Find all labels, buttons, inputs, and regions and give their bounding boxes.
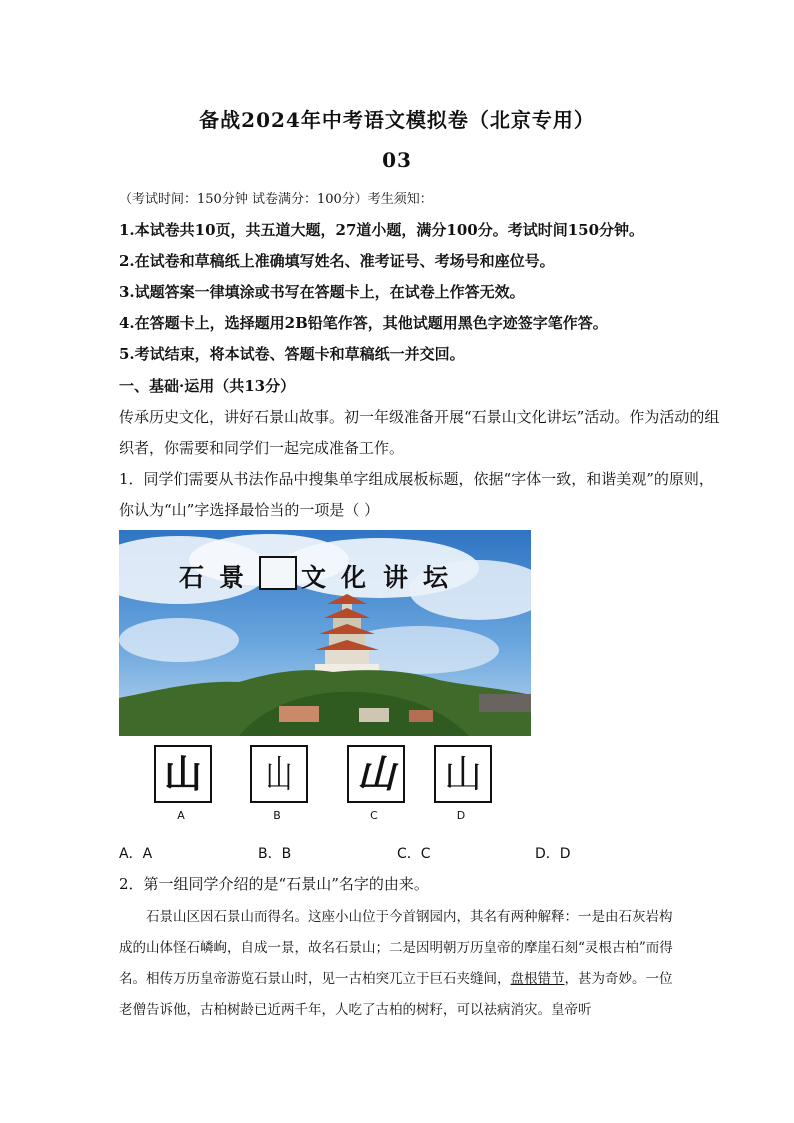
choice-a-box — [154, 745, 212, 803]
banner-char-5: 讲 — [383, 563, 410, 592]
passage-text-before: 石景山区因石景山而得名。这座小山位于今首钢园内，其名有两种解释：一是由石灰岩构成的山体怪石嶙峋，自成一景，故名石景山；二是因明朝万历皇帝的摩崖石刻“灵根古柏”而得名。相传万历皇帝游览石景山时，见一古柏突兀立于巨石夹缝间， — [119, 909, 673, 987]
choice-a-glyph: 山 — [163, 752, 202, 796]
instruction-1: 1.本试卷共10页，共五道大题，27道小题，满分100分。考试时间150分钟。 — [119, 221, 645, 239]
banner-char-3: 文 — [301, 563, 328, 592]
choice-d-caption: D — [456, 809, 466, 822]
instruction-4: 4.在答题卡上，选择题用2B铅笔作答，其他试题用黑色字迹签字笔作答。 — [119, 314, 608, 332]
passage-underlined-phrase: 盘根错节 — [510, 971, 565, 987]
section-intro-line-2: 织者，你需要和同学们一起完成准备工作。 — [119, 439, 405, 457]
section-heading: 一、基础·运用（共13分） — [119, 377, 296, 395]
banner-image — [119, 530, 531, 736]
choice-b-caption: B — [273, 809, 281, 822]
choice-c-glyph: 山 — [356, 751, 395, 796]
option-c: C．C — [397, 846, 431, 862]
instruction-2: 2.在试卷和草稿纸上准确填写姓名、准考证号、考场号和座位号。 — [119, 252, 555, 270]
choice-c-box — [347, 745, 405, 803]
choice-c-caption: C — [370, 809, 378, 822]
choice-a-caption: A — [177, 809, 185, 822]
passage-text-after: ，甚为奇妙。一位老僧告诉他，古柏树龄已近两千年，人吃了古柏的树籽，可以祛病消灾。皇帝听 — [119, 971, 673, 1018]
option-d: D．D — [535, 846, 571, 862]
banner-char-1: 石 — [179, 563, 206, 592]
reading-passage — [119, 902, 679, 1026]
banner-title-row — [119, 554, 531, 594]
choice-b-box — [250, 745, 308, 803]
banner-blank-box — [259, 556, 297, 590]
option-b: B．B — [258, 846, 292, 862]
question-1-line-2: 你认为“山”字选择最恰当的一项是（ ） — [119, 501, 380, 519]
question-2-line: 2．第一组同学介绍的是“石景山”名字的由来。 — [119, 875, 429, 893]
choice-d-glyph: 山 — [443, 752, 482, 796]
option-a: A．A — [119, 846, 153, 862]
page-title: 备战2024年中考语文模拟卷（北京专用） — [199, 108, 595, 132]
banner-char-4: 化 — [341, 563, 368, 592]
question-1-line-1: 1．同学们需要从书法作品中搜集单字组成展板标题，依据“字体一致，和谐美观”的原则， — [119, 470, 714, 488]
choice-d-box — [434, 745, 492, 803]
exam-info: （考试时间：150分钟 试卷满分：100分）考生须知： — [119, 192, 433, 207]
instruction-3: 3.试题答案一律填涂或书写在答题卡上，在试卷上作答无效。 — [119, 283, 525, 301]
paper-number: 03 — [382, 148, 412, 172]
section-intro-line-1: 传承历史文化，讲好石景山故事。初一年级准备开展“石景山文化讲坛”活动。作为活动的组 — [119, 408, 720, 426]
banner-char-6: 坛 — [423, 563, 450, 592]
instruction-5: 5.考试结束，将本试卷、答题卡和草稿纸一并交回。 — [119, 345, 465, 363]
choice-b-glyph: 山 — [265, 752, 293, 796]
banner-char-2: 景 — [219, 563, 246, 592]
